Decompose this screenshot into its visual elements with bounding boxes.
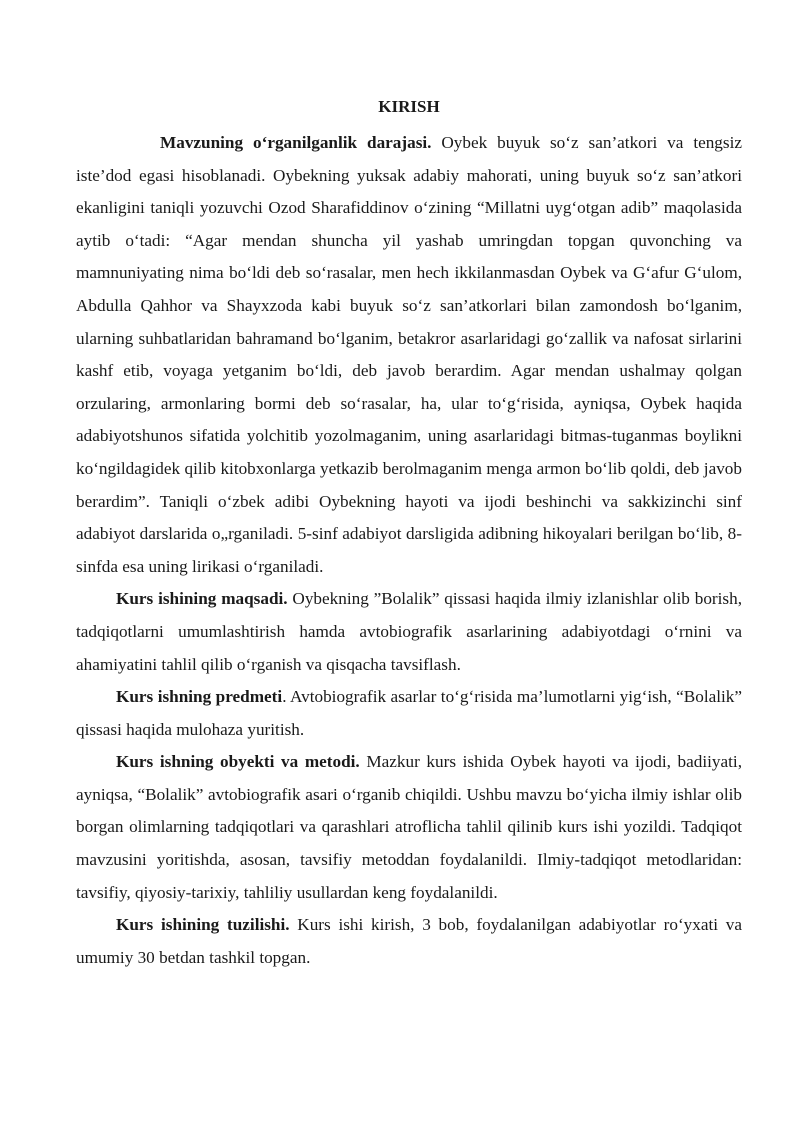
- paragraph-goal: [76, 583, 742, 681]
- paragraph-text: Oybekning ”Bolalik” qissasi haqida ilmiy izlanishlar olib borish, tadqiqotlarni umumlashtirish hamda avtobiografik asarlarining adabiyotdagi o‘rnini va ahamiyatini tahlil qilib o‘rganish va qisqacha tavsiflash.: [76, 589, 742, 674]
- paragraph-text: Mazkur kurs ishida Oybek hayoti va ijodi, badiiyati, ayniqsa, “Bolalik” avtobiografik asari o‘rganib chiqildi. Ushbu mavzu bo‘yicha ilmiy ishlar olib borgan olimlarning tadqiqotlari va qarashlari atroflicha tahlil qilinib kurs ishi yozildi. Tadqiqot mavzusini yoritishda, asosan, tavsifiy metoddan foydalanildi. Ilmiy-tadqiqot metodlaridan: tavsifiy, qiyosiy-tarixiy, tahliliy usullardan keng foydalanildi.: [76, 752, 742, 902]
- document-page: [76, 94, 742, 974]
- paragraph-object-method: [76, 746, 742, 909]
- paragraph-study-level: [76, 127, 742, 583]
- paragraph-heading: Kurs ishning obyekti va metodi.: [116, 752, 360, 772]
- paragraph-heading: Kurs ishining tuzilishi.: [116, 915, 290, 935]
- paragraph-structure: [76, 909, 742, 974]
- page-title: KIRISH: [378, 97, 440, 116]
- paragraph-heading: Kurs ishning predmeti: [116, 687, 283, 707]
- paragraph-heading: Kurs ishining maqsadi.: [116, 589, 288, 609]
- paragraph-text: Kurs ishi kirish, 3 bob, foydalanilgan adabiyotlar ro‘yxati va umumiy 30 betdan tashkil topgan.: [76, 915, 742, 967]
- paragraph-heading: Mavzuning o‘rganilganlik darajasi.: [160, 133, 432, 152]
- paragraph-text: . Avtobiografik asarlar to‘g‘risida ma’lumotlarni yig‘ish, “Bolalik” qissasi haqida mulohaza yuritish.: [76, 687, 742, 739]
- paragraph-subject: [76, 681, 742, 746]
- paragraph-text: Oybek buyuk so‘z san’atkori va tengsiz iste’dod egasi hisoblanadi. Oybekning yuksak adabiy mahorati, uning buyuk so‘z san’atkori ekanligini taniqli yozuvchi Ozod Sharafiddinov o‘zining “Millatni uyg‘otgan adib” maqolasida aytib o‘tadi: “Agar mendan shuncha yil yashab umringdan topgan quvonching va mamnuniyating nima bo‘ldi deb so‘rasalar, men hech ikkilanmasdan Oybek va G‘afur G‘ulom, Abdulla Qahhor va Shayxzoda kabi buyuk so‘z san’atkorlari bilan zamondosh bo‘lganim, ularning suhbatlaridan bahramand bo‘lganim, betakror asarlaridagi go‘zallik va nafosat sirlarini kashf etib, voyaga yetganim bo‘ldi, deb javob berardim. Agar mendan ushalmay qolgan orzularing, armonlaring bormi deb so‘rasalar, ha, ular to‘g‘risida, ayniqsa, Oybek haqida adabiyotshunos sifatida yolchitib yozolmaganim, uning asarlaridagi bitmas-tuganmas boylikni ko‘ngildagidek qilib kitobxonlarga yetkazib berolmaganim menga armon bo‘lib qoldi, deb javob berardim”. Taniqli o‘zbek adibi Oybekning hayoti va ijodi beshinchi va sakkizinchi sinf adabiyot darslarida o„rganiladi. 5-sinf adabiyot darsligida adibning hikoyalari berilgan bo‘lib, 8-sinfda esa uning lirikasi o‘rganiladi.: [76, 133, 742, 576]
